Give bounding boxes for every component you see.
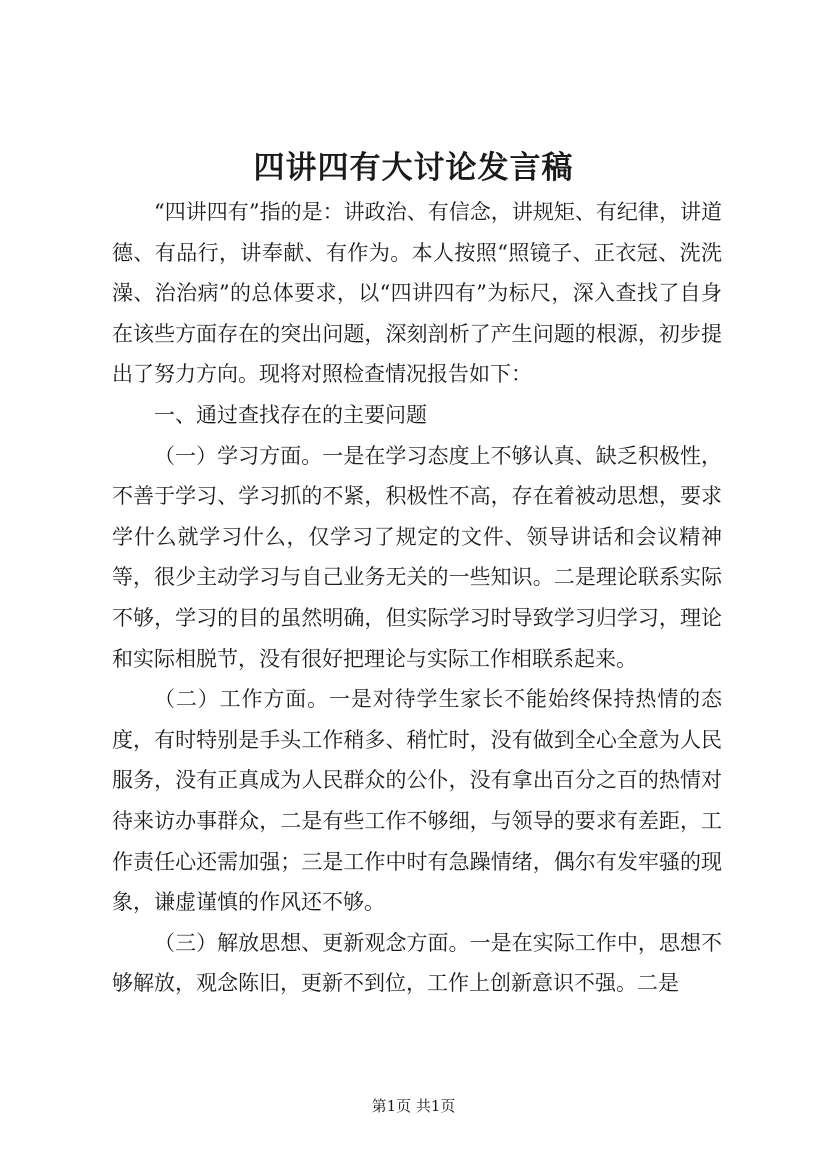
paragraph-work: （二）工作方面。一是对待学生家长不能始终保持热情的态度，有时特别是手头工作稍多、稍忙时，没有做到全心全意为人民服务，没有正真成为人民群众的公仆，没有拿出百分之百的热情对待来访办事群众，二是有些工作不够细，与领导的要求有差距，工作责任心还需加强；三是工作中时有急躁情绪，偶尔有发牢骚的现象，谦虚谨慎的作风还不够。 xyxy=(112,687,722,915)
page-title: 四讲四有大讨论发言稿 xyxy=(253,150,574,186)
page-footer: 第1页 共1页 xyxy=(371,1097,456,1115)
section-heading: 一、通过查找存在的主要问题 xyxy=(154,402,427,427)
paragraph-study: （一）学习方面。一是在学习态度上不够认真、缺乏积极性，不善于学习、学习抓的不紧，积极性不高，存在着被动思想，要求学什么就学习什么，仅学习了规定的文件、领导讲话和会议精神等，很少主动学习与自己业务无关的一些知识。二是理论联系实际不够，学习的目的虽然明确，但实际学习时导致学习归学习，理论和实际相脱节，没有很好把理论与实际工作相联系起来。 xyxy=(112,443,722,671)
document-body xyxy=(112,192,722,1004)
paragraph-thinking: （三）解放思想、更新观念方面。一是在实际工作中，思想不够解放，观念陈旧，更新不到位，工作上创新意识不强。二是 xyxy=(112,930,722,996)
paragraph-intro: “四讲四有”指的是：讲政治、有信念，讲规矩、有纪律，讲道德、有品行，讲奉献、有作为。本人按照“照镜子、正衣冠、洗洗澡、治治病”的总体要求，以“四讲四有”为标尺，深入查找了自身在该些方面存在的突出问题，深刻剖析了产生问题的根源，初步提出了努力方向。现将对照检查情况报告如下： xyxy=(112,200,722,387)
